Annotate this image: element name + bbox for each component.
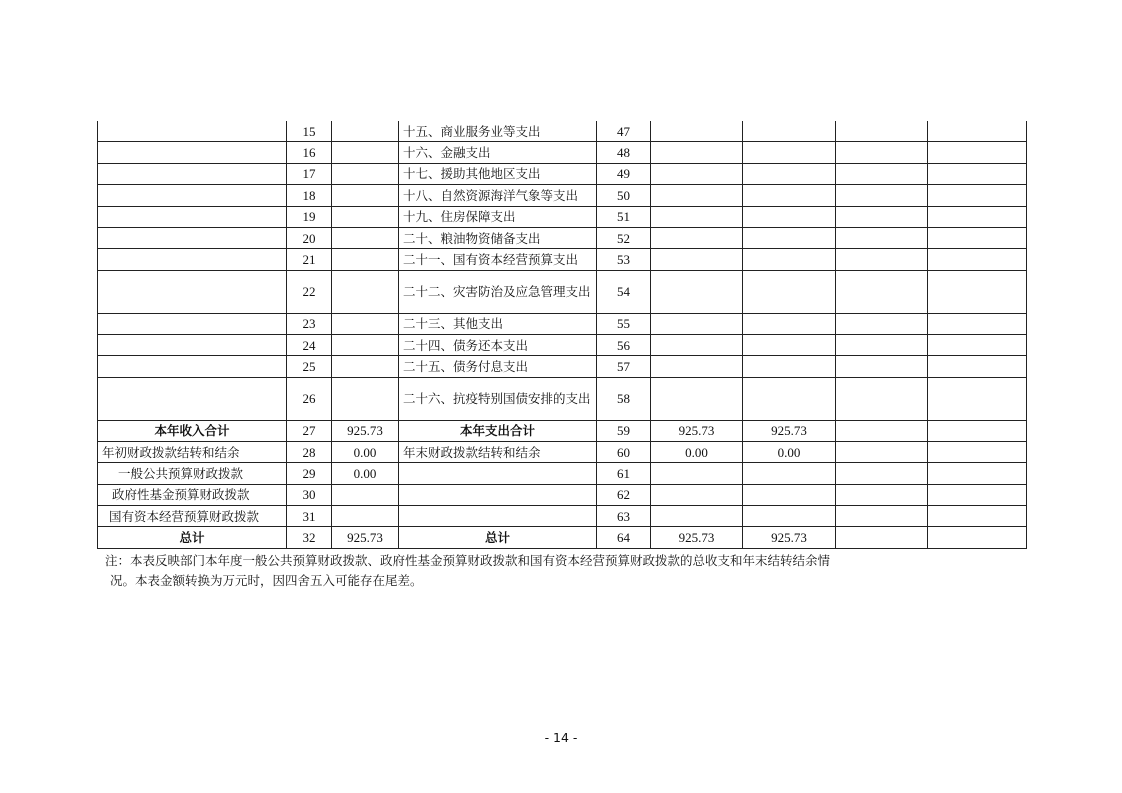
expense-fund-budget-cell [836, 334, 928, 355]
expense-state-capital-cell [928, 484, 1027, 505]
income-amount-cell [332, 334, 399, 355]
expense-general-budget-cell [743, 377, 836, 420]
income-amount-cell [332, 377, 399, 420]
table-row [98, 270, 1027, 313]
expense-general-budget-cell [743, 356, 836, 377]
income-amount-cell: 0.00 [332, 441, 399, 462]
note-line-1: 注：本表反映部门本年度一般公共预算财政拨款、政府性基金预算财政拨款和国有资本经营预算财政拨款的总收支和年末结转结余情 [105, 553, 831, 568]
expense-total-cell [651, 121, 743, 142]
table-row [98, 334, 1027, 355]
table-row [98, 185, 1027, 206]
expense-item-cell: 十九、住房保障支出 [399, 206, 597, 227]
expense-total-cell [651, 270, 743, 313]
expense-fund-budget-cell [836, 121, 928, 142]
page-number: - 14 - [544, 730, 578, 745]
income-row-number-cell: 28 [287, 441, 332, 462]
income-amount-cell [332, 206, 399, 227]
income-amount-cell [332, 506, 399, 527]
expense-fund-budget-cell [836, 142, 928, 163]
income-amount-cell [332, 484, 399, 505]
expense-general-budget-cell [743, 506, 836, 527]
table-row [98, 121, 1027, 142]
budget-table [97, 121, 1027, 549]
expense-general-budget-cell [743, 484, 836, 505]
expense-row-number-cell: 50 [597, 185, 651, 206]
expense-state-capital-cell [928, 313, 1027, 334]
expense-total-cell: 0.00 [651, 441, 743, 462]
expense-item-cell: 二十五、债务付息支出 [399, 356, 597, 377]
expense-item-cell: 二十四、债务还本支出 [399, 334, 597, 355]
table-row [98, 420, 1027, 441]
income-item-cell: 一般公共预算财政拨款 [98, 463, 287, 484]
income-amount-cell [332, 313, 399, 334]
expense-state-capital-cell [928, 334, 1027, 355]
expense-state-capital-cell [928, 506, 1027, 527]
income-row-number-cell: 25 [287, 356, 332, 377]
expense-row-number-cell: 52 [597, 227, 651, 248]
expense-item-cell: 十五、商业服务业等支出 [399, 121, 597, 142]
income-row-number-cell: 30 [287, 484, 332, 505]
expense-fund-budget-cell [836, 527, 928, 548]
income-item-cell: 总计 [98, 527, 287, 548]
expense-general-budget-cell: 925.73 [743, 527, 836, 548]
expense-row-number-cell: 53 [597, 249, 651, 270]
income-item-cell [98, 249, 287, 270]
table-body [98, 121, 1027, 548]
expense-general-budget-cell [743, 142, 836, 163]
table-row [98, 441, 1027, 462]
income-row-number-cell: 31 [287, 506, 332, 527]
expense-general-budget-cell [743, 206, 836, 227]
income-item-cell [98, 270, 287, 313]
expense-row-number-cell: 59 [597, 420, 651, 441]
expense-total-cell [651, 356, 743, 377]
table-row [98, 506, 1027, 527]
expense-state-capital-cell [928, 527, 1027, 548]
expense-item-cell [399, 506, 597, 527]
table-note [97, 551, 927, 591]
table-row [98, 206, 1027, 227]
income-item-cell [98, 206, 287, 227]
income-item-cell [98, 334, 287, 355]
expense-row-number-cell: 63 [597, 506, 651, 527]
income-row-number-cell: 15 [287, 121, 332, 142]
income-item-cell: 本年收入合计 [98, 420, 287, 441]
expense-state-capital-cell [928, 227, 1027, 248]
table-row [98, 313, 1027, 334]
table-row [98, 463, 1027, 484]
table-row [98, 377, 1027, 420]
expense-general-budget-cell [743, 463, 836, 484]
note-line-2: 况。本表金额转换为万元时，因四舍五入可能存在尾差。 [110, 573, 423, 588]
expense-item-cell: 二十三、其他支出 [399, 313, 597, 334]
expense-general-budget-cell [743, 121, 836, 142]
expense-row-number-cell: 57 [597, 356, 651, 377]
income-amount-cell: 0.00 [332, 463, 399, 484]
income-amount-cell: 925.73 [332, 527, 399, 548]
income-row-number-cell: 21 [287, 249, 332, 270]
expense-state-capital-cell [928, 463, 1027, 484]
income-amount-cell [332, 270, 399, 313]
income-row-number-cell: 20 [287, 227, 332, 248]
income-row-number-cell: 29 [287, 463, 332, 484]
expense-total-cell [651, 506, 743, 527]
income-row-number-cell: 17 [287, 163, 332, 184]
expense-state-capital-cell [928, 142, 1027, 163]
income-amount-cell [332, 249, 399, 270]
expense-fund-budget-cell [836, 441, 928, 462]
expense-item-cell [399, 484, 597, 505]
expense-total-cell [651, 313, 743, 334]
expense-total-cell: 925.73 [651, 527, 743, 548]
expense-state-capital-cell [928, 163, 1027, 184]
income-amount-cell: 925.73 [332, 420, 399, 441]
expense-general-budget-cell: 925.73 [743, 420, 836, 441]
expense-total-cell [651, 185, 743, 206]
income-item-cell [98, 142, 287, 163]
expense-item-cell: 十七、援助其他地区支出 [399, 163, 597, 184]
table-row [98, 527, 1027, 548]
income-item-cell [98, 121, 287, 142]
table-row [98, 249, 1027, 270]
income-row-number-cell: 27 [287, 420, 332, 441]
income-item-cell [98, 356, 287, 377]
expense-state-capital-cell [928, 441, 1027, 462]
expense-row-number-cell: 64 [597, 527, 651, 548]
income-row-number-cell: 22 [287, 270, 332, 313]
income-row-number-cell: 24 [287, 334, 332, 355]
expense-general-budget-cell [743, 313, 836, 334]
income-item-cell: 国有资本经营预算财政拨款 [98, 506, 287, 527]
expense-item-cell: 二十一、国有资本经营预算支出 [399, 249, 597, 270]
income-item-cell [98, 313, 287, 334]
expense-state-capital-cell [928, 377, 1027, 420]
expense-general-budget-cell [743, 334, 836, 355]
expense-total-cell [651, 463, 743, 484]
expense-item-cell: 十八、自然资源海洋气象等支出 [399, 185, 597, 206]
income-amount-cell [332, 142, 399, 163]
expense-total-cell [651, 484, 743, 505]
expense-general-budget-cell: 0.00 [743, 441, 836, 462]
income-item-cell: 年初财政拨款结转和结余 [98, 441, 287, 462]
expense-row-number-cell: 47 [597, 121, 651, 142]
table-row [98, 356, 1027, 377]
table-row [98, 484, 1027, 505]
expense-general-budget-cell [743, 163, 836, 184]
income-row-number-cell: 16 [287, 142, 332, 163]
expense-row-number-cell: 55 [597, 313, 651, 334]
expense-row-number-cell: 56 [597, 334, 651, 355]
expense-fund-budget-cell [836, 506, 928, 527]
expense-item-cell [399, 463, 597, 484]
expense-row-number-cell: 48 [597, 142, 651, 163]
expense-item-cell: 二十、粮油物资储备支出 [399, 227, 597, 248]
expense-fund-budget-cell [836, 463, 928, 484]
expense-fund-budget-cell [836, 313, 928, 334]
expense-state-capital-cell [928, 121, 1027, 142]
expense-general-budget-cell [743, 249, 836, 270]
expense-row-number-cell: 51 [597, 206, 651, 227]
income-row-number-cell: 18 [287, 185, 332, 206]
expense-state-capital-cell [928, 249, 1027, 270]
expense-fund-budget-cell [836, 249, 928, 270]
expense-general-budget-cell [743, 270, 836, 313]
income-amount-cell [332, 185, 399, 206]
expense-item-cell: 本年支出合计 [399, 420, 597, 441]
expense-item-cell: 十六、金融支出 [399, 142, 597, 163]
income-item-cell: 政府性基金预算财政拨款 [98, 484, 287, 505]
expense-row-number-cell: 62 [597, 484, 651, 505]
income-row-number-cell: 26 [287, 377, 332, 420]
expense-state-capital-cell [928, 270, 1027, 313]
table-row [98, 163, 1027, 184]
expense-row-number-cell: 61 [597, 463, 651, 484]
expense-fund-budget-cell [836, 356, 928, 377]
income-amount-cell [332, 121, 399, 142]
income-item-cell [98, 227, 287, 248]
income-row-number-cell: 23 [287, 313, 332, 334]
expense-item-cell: 二十二、灾害防治及应急管理支出 [399, 270, 597, 313]
expense-fund-budget-cell [836, 420, 928, 441]
income-row-number-cell: 19 [287, 206, 332, 227]
income-row-number-cell: 32 [287, 527, 332, 548]
income-amount-cell [332, 356, 399, 377]
expense-total-cell [651, 227, 743, 248]
expense-total-cell [651, 249, 743, 270]
expense-fund-budget-cell [836, 484, 928, 505]
expense-fund-budget-cell [836, 206, 928, 227]
expense-state-capital-cell [928, 206, 1027, 227]
expense-total-cell [651, 142, 743, 163]
expense-state-capital-cell [928, 420, 1027, 441]
expense-fund-budget-cell [836, 163, 928, 184]
expense-state-capital-cell [928, 185, 1027, 206]
expense-fund-budget-cell [836, 377, 928, 420]
expense-row-number-cell: 58 [597, 377, 651, 420]
expense-total-cell [651, 377, 743, 420]
expense-fund-budget-cell [836, 227, 928, 248]
expense-total-cell [651, 334, 743, 355]
expense-row-number-cell: 49 [597, 163, 651, 184]
expense-fund-budget-cell [836, 185, 928, 206]
expense-general-budget-cell [743, 227, 836, 248]
expense-total-cell [651, 163, 743, 184]
expense-state-capital-cell [928, 356, 1027, 377]
expense-item-cell: 总计 [399, 527, 597, 548]
expense-item-cell: 二十六、抗疫特别国债安排的支出 [399, 377, 597, 420]
expense-general-budget-cell [743, 185, 836, 206]
income-item-cell [98, 163, 287, 184]
income-amount-cell [332, 227, 399, 248]
expense-total-cell: 925.73 [651, 420, 743, 441]
expense-item-cell: 年末财政拨款结转和结余 [399, 441, 597, 462]
income-item-cell [98, 185, 287, 206]
expense-row-number-cell: 60 [597, 441, 651, 462]
income-amount-cell [332, 163, 399, 184]
expense-total-cell [651, 206, 743, 227]
income-item-cell [98, 377, 287, 420]
expense-row-number-cell: 54 [597, 270, 651, 313]
expense-fund-budget-cell [836, 270, 928, 313]
table-row [98, 227, 1027, 248]
table-row [98, 142, 1027, 163]
